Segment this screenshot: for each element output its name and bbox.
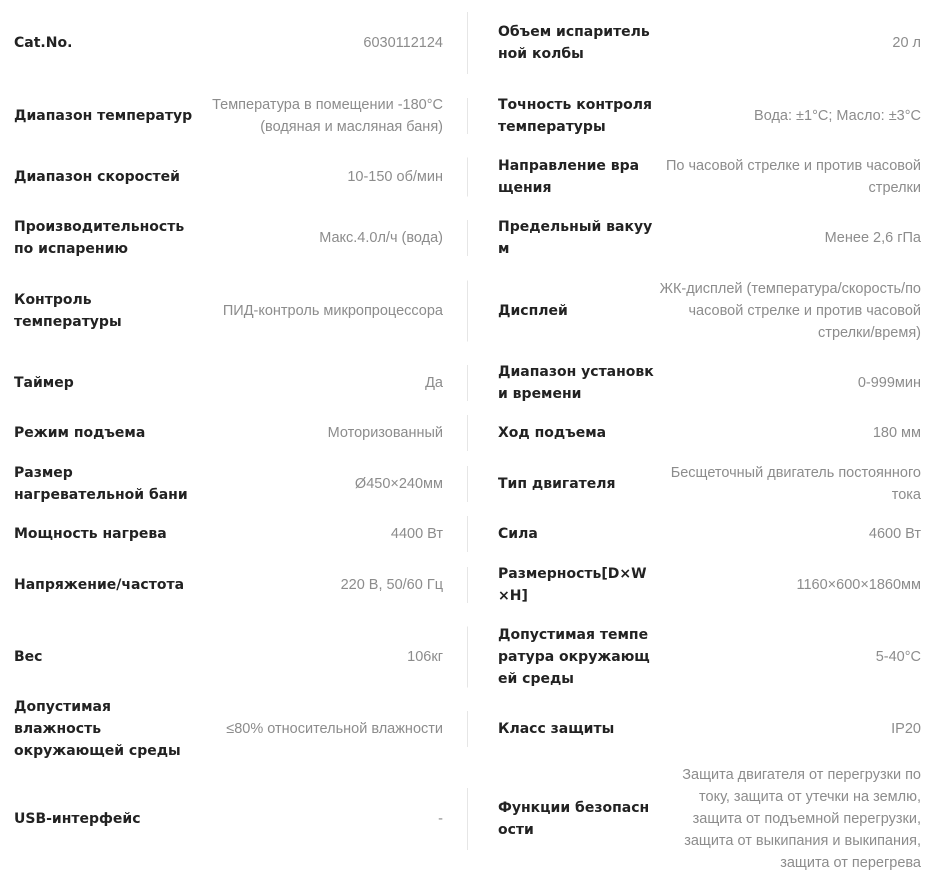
spec-label: Размерность[D×W×H]: [498, 565, 647, 604]
spec-value: Вода: ±1°C; Масло: ±3°C: [754, 107, 921, 124]
spec-value: 10-150 об/мин: [347, 168, 443, 185]
spec-cell-left: [0, 614, 471, 699]
spec-value: Бесщеточный двигатель постоянного тока: [670, 464, 921, 503]
spec-cell-left: [0, 699, 471, 758]
spec-label: Диапазон температур: [14, 107, 193, 124]
spec-value: ПИД-контроль микропроцессора: [222, 302, 443, 319]
spec-label: Размер нагревательной бани: [14, 464, 188, 503]
spec-label: Точность контроля температуры: [498, 96, 652, 135]
spec-label: Мощность нагрева: [14, 526, 167, 542]
spec-row: [0, 412, 942, 454]
spec-label: Диапазон установки времени: [498, 363, 654, 402]
spec-row: [0, 758, 942, 879]
spec-label: Таймер: [14, 374, 74, 391]
spec-value: Макс.4.0л/ч (вода): [319, 230, 443, 246]
spec-row: [0, 208, 942, 268]
spec-label: Объем испарительной колбы: [498, 24, 650, 62]
spec-cell-left: [0, 145, 471, 208]
spec-row: [0, 86, 942, 145]
spec-cell-right: [471, 412, 942, 454]
spec-value: 0-999мин: [857, 374, 921, 391]
spec-value: Менее 2,6 гПа: [824, 230, 921, 246]
spec-cell-right: [471, 353, 942, 412]
spec-label: Диапазон скоростей: [14, 168, 180, 185]
spec-value: ≤80% относительной влажности: [226, 720, 443, 737]
spec-row: [0, 353, 942, 412]
spec-cell-left: [0, 555, 471, 614]
spec-label: Вес: [14, 648, 43, 665]
spec-row: [0, 699, 942, 758]
spec-value: Защита двигателя от перегрузки по току, защита от утечки на землю, защита от подъемной перегрузки, защита от выкипания и выкипания, защита от перегрева: [682, 766, 921, 871]
spec-label: Тип двигателя: [498, 475, 616, 492]
spec-row: [0, 614, 942, 699]
spec-row: [0, 145, 942, 208]
spec-cell-left: [0, 513, 471, 555]
spec-label: Класс защиты: [498, 720, 615, 737]
spec-value: 6030112124: [363, 35, 443, 51]
spec-cell-left: [0, 208, 471, 268]
spec-label: Напряжение/частота: [14, 576, 185, 593]
spec-cell-right: [471, 268, 942, 353]
spec-value: -: [438, 810, 443, 827]
spec-cell-right: [471, 699, 942, 758]
spec-value: 1160×600×1860мм: [796, 576, 921, 593]
spec-cell-right: [471, 86, 942, 145]
spec-cell-left: [0, 0, 471, 86]
spec-row: [0, 513, 942, 555]
spec-value: Температура в помещении -180°C (водяная и масляная баня): [212, 96, 443, 135]
spec-value: 20 л: [892, 35, 921, 51]
spec-label: Cat.No.: [14, 35, 73, 51]
spec-label: Функции безопасности: [498, 799, 650, 838]
spec-cell-left: [0, 86, 471, 145]
spec-label: USB-интерфейс: [14, 810, 141, 827]
spec-value: 4400 Вт: [390, 526, 443, 542]
spec-label: Допустимая температура окружающей среды: [498, 626, 650, 687]
spec-label: Режим подъема: [14, 425, 146, 441]
spec-row: [0, 555, 942, 614]
spec-row: [0, 0, 942, 86]
spec-label: Сила: [498, 526, 538, 542]
spec-cell-left: [0, 268, 471, 353]
spec-value: ЖК-дисплей (температура/скорость/по часовой стрелке и против часовой стрелки/время): [659, 280, 921, 341]
spec-value: Ø450×240мм: [354, 475, 443, 492]
spec-cell-right: [471, 614, 942, 699]
spec-label: Контроль температуры: [14, 291, 122, 330]
spec-cell-right: [471, 513, 942, 555]
spec-cell-left: [0, 454, 471, 513]
spec-label: Ход подъема: [498, 425, 607, 441]
spec-value: 4600 Вт: [868, 526, 921, 542]
spec-cell-right: [471, 208, 942, 268]
spec-value: По часовой стрелке и против часовой стрелки: [665, 157, 921, 196]
spec-cell-left: [0, 412, 471, 454]
spec-value: 220 В, 50/60 Гц: [340, 576, 443, 593]
spec-label: Предельный вакуум: [498, 219, 653, 257]
spec-cell-left: [0, 758, 471, 879]
spec-row: [0, 454, 942, 513]
spec-cell-left: [0, 353, 471, 412]
spec-value: IP20: [891, 720, 921, 737]
spec-label: Производительность по испарению: [14, 219, 185, 257]
spec-label: Допустимая влажность окружающей среды: [14, 698, 181, 759]
spec-cell-right: [471, 145, 942, 208]
spec-label: Направление вращения: [498, 157, 640, 196]
spec-cell-right: [471, 555, 942, 614]
spec-value: 5-40°C: [875, 648, 921, 665]
spec-cell-right: [471, 454, 942, 513]
spec-row: [0, 268, 942, 353]
spec-value: 106кг: [407, 648, 443, 665]
spec-value: Да: [425, 374, 443, 391]
spec-cell-right: [471, 758, 942, 879]
spec-value: 180 мм: [872, 425, 921, 441]
spec-cell-right: [471, 0, 942, 86]
spec-label: Дисплей: [498, 302, 568, 319]
spec-value: Моторизованный: [327, 425, 443, 441]
